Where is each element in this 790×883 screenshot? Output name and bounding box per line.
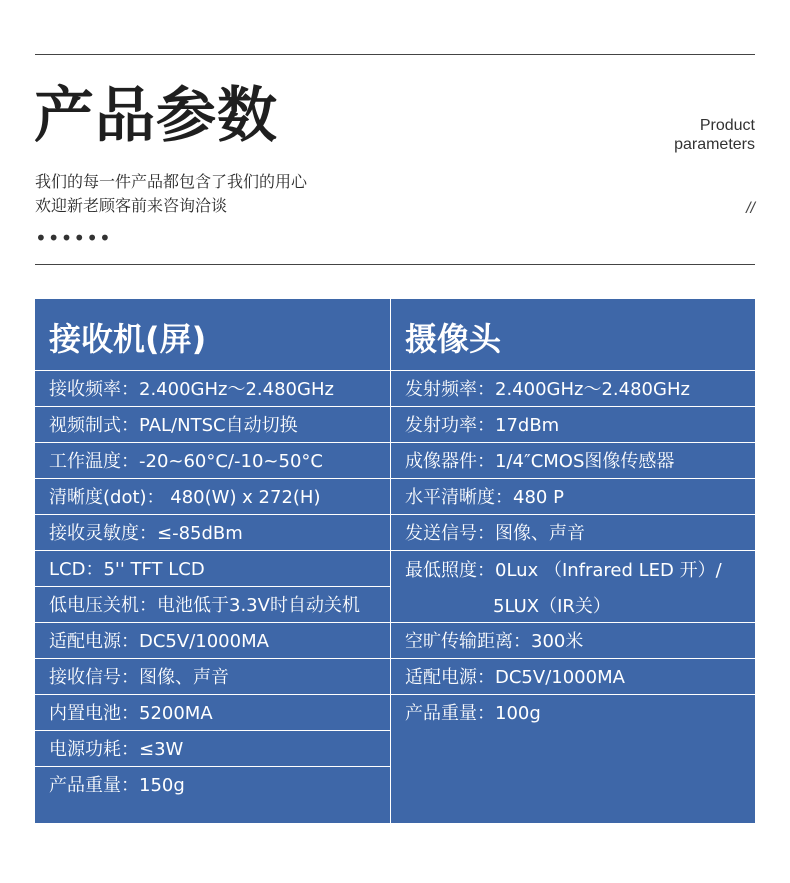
page-title: 产品参数 xyxy=(34,81,278,151)
spec-row: 水平清晰度：480 P xyxy=(391,479,755,515)
spec-row: 内置电池：5200MA xyxy=(35,695,390,731)
spec-row: 适配电源：DC5V/1000MA xyxy=(391,659,755,695)
min-illumination-line-2: 5LUX（IR关） xyxy=(493,596,611,617)
spec-row-min-illumination xyxy=(391,551,755,623)
spec-row: 电源功耗：≤3W xyxy=(35,731,390,767)
spec-table xyxy=(35,299,755,823)
receiver-heading: 接收机(屏) xyxy=(35,299,390,371)
spec-row: 工作温度：-20~60°C/-10~50°C xyxy=(35,443,390,479)
tagline-line-1: 我们的每一件产品都包含了我们的用心 xyxy=(35,172,308,191)
slash-ornament: // xyxy=(746,200,755,217)
receiver-column xyxy=(35,299,391,823)
spec-row: 产品重量：100g xyxy=(405,703,541,724)
dots-ornament: •••••• xyxy=(35,226,112,250)
spec-row: 接收信号：图像、声音 xyxy=(35,659,390,695)
spec-row: LCD：5'' TFT LCD xyxy=(35,551,390,587)
spec-row: 空旷传输距离：300米 xyxy=(391,623,755,659)
section-divider xyxy=(35,264,755,265)
tagline xyxy=(35,170,307,218)
spec-row: 产品重量：150g xyxy=(49,775,185,796)
english-title-line-2: parameters xyxy=(674,136,755,153)
spec-row: 清晰度(dot)： 480(W) x 272(H) xyxy=(35,479,390,515)
spec-row: 成像器件：1/4″CMOS图像传感器 xyxy=(391,443,755,479)
spec-row: 适配电源：DC5V/1000MA xyxy=(35,623,390,659)
tagline-line-2: 欢迎新老顾客前来咨询洽谈 xyxy=(35,196,228,215)
spec-row: 发射频率：2.400GHz～2.480GHz xyxy=(391,371,755,407)
english-title-line-1: Product xyxy=(699,117,755,134)
camera-heading: 摄像头 xyxy=(391,299,755,371)
english-title xyxy=(674,116,755,154)
spec-row: 低电压关机：电池低于3.3V时自动关机 xyxy=(35,587,390,623)
spec-row: 接收频率：2.400GHz～2.480GHz xyxy=(35,371,390,407)
top-divider xyxy=(35,54,755,55)
spec-row: 接收灵敏度：≤-85dBm xyxy=(35,515,390,551)
spec-row: 发送信号：图像、声音 xyxy=(391,515,755,551)
spec-row: 发射功率：17dBm xyxy=(391,407,755,443)
camera-column xyxy=(391,299,755,823)
min-illumination-line-1: 最低照度：0Lux （Infrared LED 开）/ xyxy=(405,560,722,581)
spec-row: 视频制式：PAL/NTSC自动切换 xyxy=(35,407,390,443)
